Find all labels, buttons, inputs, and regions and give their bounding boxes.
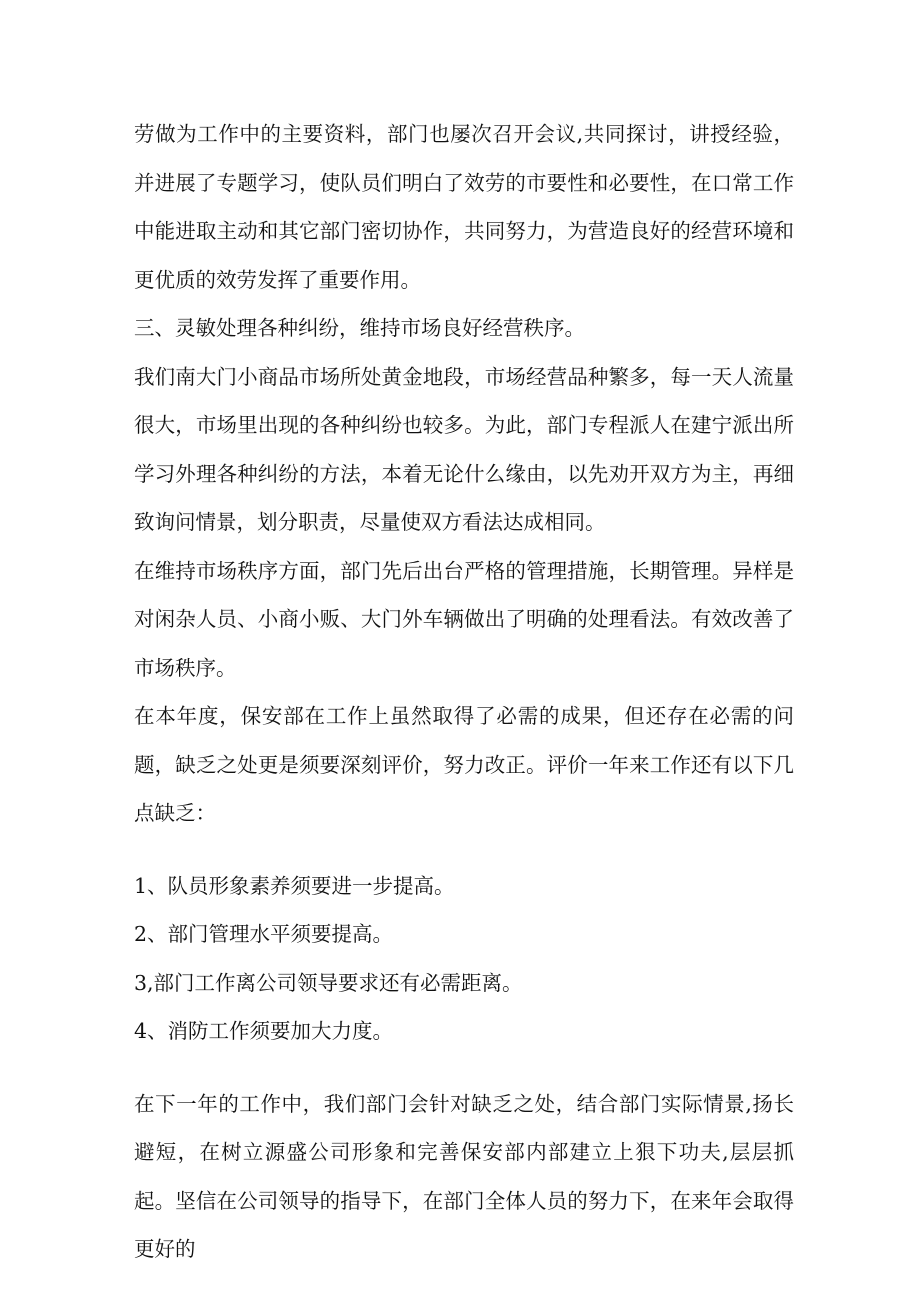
list-item-2: 2、部门管理水平须要提高。 (134, 922, 394, 946)
paragraph-service-role: 劳做为工作中的主要资料，部门也屡次召开会议,共同探讨，讲授经验，并进展了专题学习，使队员们明白了效劳的市要性和必要性，在口常工作中能进取主动和其它部门密切协作，共同努力，为营造良好的经营环境和更优质的效劳发挥了重要作用。 (134, 122, 794, 292)
paragraph-market-order: 在维持市场秩序方面，部门先后出台严格的管理措施，长期管理。异样是对闲杂人员、小商小贩、大门外车辆做出了明确的处理看法。有效改善了市场秩序。 (134, 558, 794, 680)
spacer (134, 1056, 794, 1080)
document-body (134, 110, 794, 1274)
spacer (134, 838, 794, 862)
list-item-1: 1、队员形象素养须要进一步提高。 (134, 873, 455, 898)
section-heading-three: 三、灵敏处理各种纠纷，维持市场良好经营秩序。 (134, 316, 585, 340)
list-item-3: 3,部门工作离公司领导要求还有必需距离。 (134, 970, 523, 995)
paragraph-shortcomings-intro: 在本年度，保安部在工作上虽然取得了必需的成果，但还存在必需的问题，缺乏之处更是须要深刻评价，努力改正。评价一年来工作还有以下几点缺乏： (134, 704, 794, 825)
paragraph-market-disputes: 我们南大门小商品市场所处黄金地段，市场经营品种繁多，每一天人流量很大，市场里出现的各种纠纷也较多。为此，部门专程派人在建宁派出所学习外理各种纠纷的方法，本着无论什么缘由，以先劝开双方为主，再细致询问情景，划分职责，尽量使双方看法达成相同。 (134, 364, 794, 534)
list-item-4: 4、消防工作须要加大力度。 (134, 1019, 394, 1043)
paragraph-next-year: 在下一年的工作中，我们部门会针对缺乏之处，结合部门实际情景,扬长避短，在树立源盛公司形象和完善保安部内部建立上狠下功夫,层层抓起。坚信在公司领导的指导下，在部门全体人员的努力下，在来年会取得更好的 (134, 1091, 794, 1261)
